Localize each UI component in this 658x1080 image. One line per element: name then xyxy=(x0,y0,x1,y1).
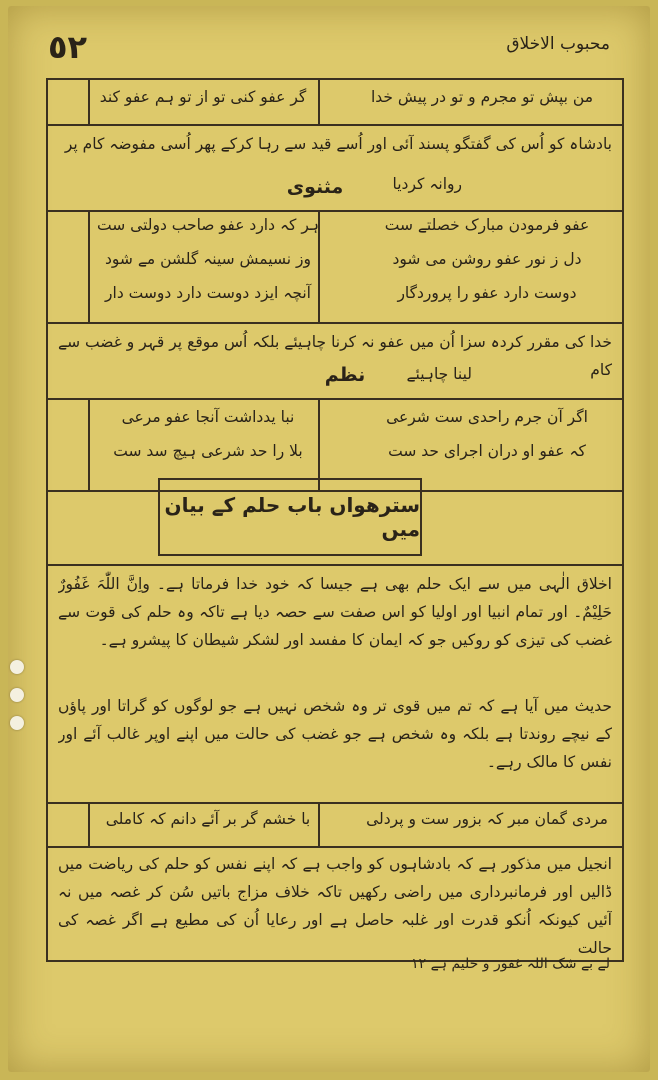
divider xyxy=(88,398,90,490)
couplet-last-right: مردی گمان مبر کہ بزور ست و پردلی xyxy=(366,810,608,828)
page-header xyxy=(48,28,610,68)
couplet-1-left: گر عفو کنی تو از تو ہم عفو کند xyxy=(99,88,307,106)
divider xyxy=(318,80,320,124)
prose-line: لینا چاہیئے xyxy=(406,365,472,383)
prose-line: خدا کی مقرر کردہ سزا اُن میں عفو نہ کرنا چاہیئے بلکہ اُس موقع پر قہر و غضب سے کام xyxy=(58,333,612,379)
running-title: محبوب الاخلاق xyxy=(506,34,610,54)
verse-right-1: عفو فرمودن مبارک خصلتے ست xyxy=(384,216,590,234)
verse-left-1: نبا یدداشت آنجا عفو مرعی xyxy=(121,408,295,426)
rule xyxy=(48,322,622,324)
rule xyxy=(48,124,622,126)
verse-right-1: اگر آن جرم راحدی ست شرعی xyxy=(386,408,588,426)
divider xyxy=(88,210,90,322)
divider xyxy=(88,802,90,846)
verse-left-1: ہر کہ دارد عفو صاحب دولتی ست xyxy=(97,216,319,234)
footnote: لے بے شک اللہ غفور و حلیم ہے ۱۲ xyxy=(411,956,610,972)
rule xyxy=(48,564,622,566)
divider xyxy=(318,398,320,490)
chapter-title: سترھواں باب حلم کے بیان میں xyxy=(158,478,422,556)
verse-left-3: آنچہ ایزد دوست دارد دوست دار xyxy=(105,284,311,302)
book-page xyxy=(8,6,650,1072)
verse-left-2: بلا را حد شرعی ہیچ سد ست xyxy=(113,442,303,460)
rule xyxy=(48,210,622,212)
verse-right-3: دوست دارد عفو را پروردگار xyxy=(397,284,577,302)
prose-line: روانہ کردیا xyxy=(392,175,462,193)
binding-holes xyxy=(10,646,28,786)
rule xyxy=(48,398,622,400)
divider xyxy=(318,210,320,322)
paragraph-2: حدیث میں آیا ہے کہ تم میں قوی تر وہ شخص نہیں ہے جو لوگوں کو گراتا اور پاؤں کے نیچے روندتا ہے بلکہ وہ شخص ہے جو غضب کی حالت میں اپنے اوپر غالب آئے اور نفس کا مالک رہے۔ xyxy=(58,697,612,771)
divider xyxy=(318,802,320,846)
couplet-1-right: من بپش تو مجرم و تو در پیش خدا xyxy=(370,88,594,106)
section-heading: نظم xyxy=(324,364,366,386)
rule xyxy=(48,846,622,848)
verse-left-2: وز نسیمش سینہ گلشن مے شود xyxy=(105,250,311,268)
verse-right-2: دل ز نور عفو روشن می شود xyxy=(392,250,582,268)
section-heading: مثنوی xyxy=(286,176,344,198)
divider xyxy=(88,80,90,124)
paragraph-1: اخلاق الٰہی میں سے ایک حلم بھی ہے جیسا کہ خود خدا فرماتا ہے۔ واِنَّ اللّٰہَ غَفُورٌ حَلِیْمٌ۔ اور تمام انبیا اور اولیا کو اس صفت سے حصہ دیا ہے تاکہ وہ حلم کی قوت سے غضب کی تیزی کو روکیں جو کہ ایمان کا مفسد اور لشکر شیطان کا پیشرو ہے۔ xyxy=(58,575,612,649)
page-number: ٥٢ xyxy=(48,28,88,66)
prose-line: بادشاہ کو اُس کی گفتگو پسند آئی اور اُسے قید سے رہا کرکے پھر اُسی مفوضہ کام پر xyxy=(64,135,612,153)
paragraph-3: انجیل میں مذکور ہے کہ بادشاہوں کو واجب ہے کہ اپنے نفس کو حلم کی ریاضت میں ڈالیں اور فرمانبرداری میں راضی رکھیں تاکہ خلاف مزاج باتیں سُن کر غصہ میں نہ آئیں کیونکہ اُنکو قدرت اور غلبہ حاصل ہے اور رعایا اُن کی مطیع ہے اگر غصہ کی حالت xyxy=(58,855,612,956)
verse-right-2: کہ عفو او دران اجرای حد ست xyxy=(388,442,586,460)
rule xyxy=(48,802,622,804)
couplet-last-left: با خشم گر بر آئے دانم کہ کاملی xyxy=(105,810,311,828)
